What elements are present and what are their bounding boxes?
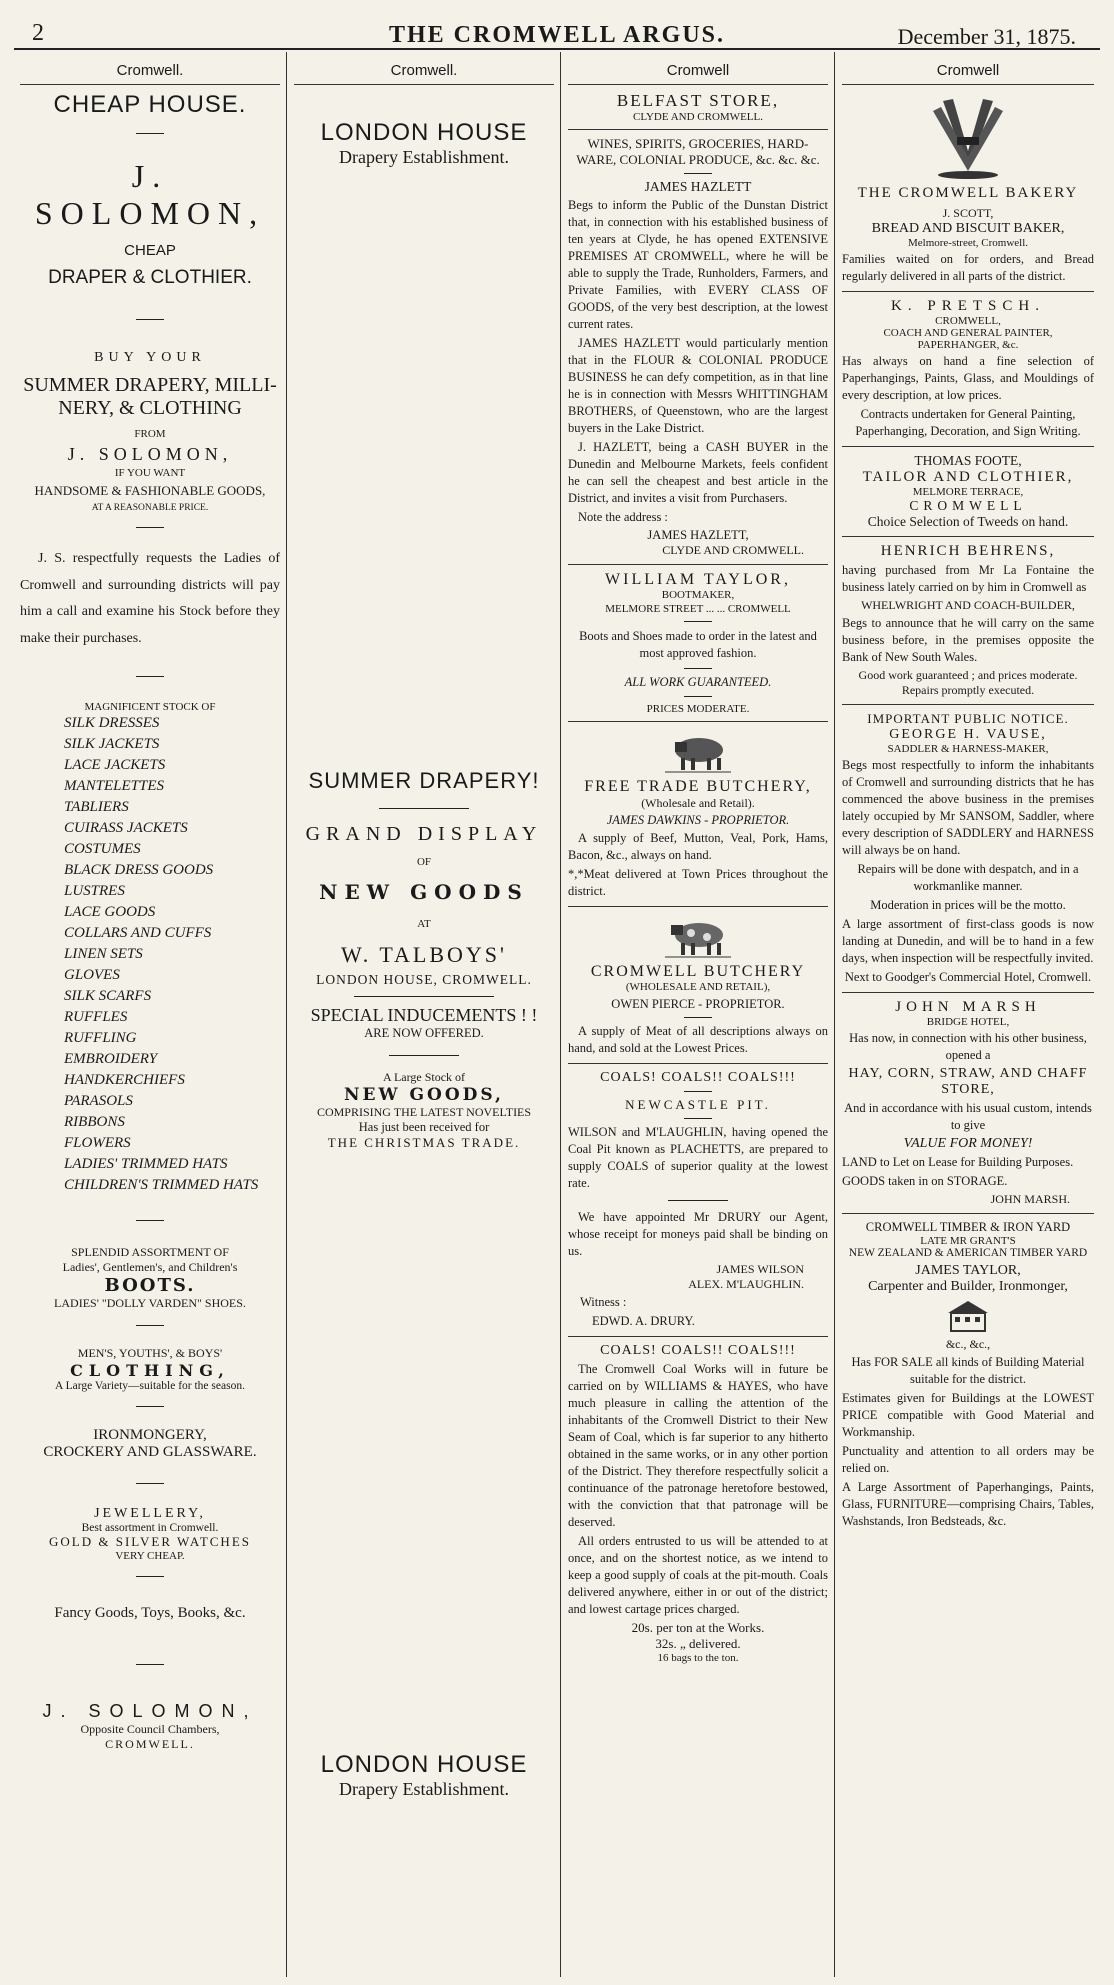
mens-youths-boys: MEN'S, YOUTHS', & BOYS' [77, 1346, 223, 1361]
stock-item: COSTUMES [64, 841, 141, 858]
witness: Witness : [580, 1295, 627, 1309]
london-house-cromwell: LONDON HOUSE, CROMWELL. [316, 972, 532, 987]
paperhangings: A Large Assortment of Paperhangings, Paints, Glass, FURNITURE—comprising Chairs, Tables, Washstands, Iron Bedsteads, &c. [842, 1480, 1094, 1528]
if-you-want: IF YOU WANT [114, 467, 186, 479]
stock-item: SILK DRESSES [64, 715, 160, 732]
bridge-hotel: BRIDGE HOTEL, [926, 1016, 1010, 1028]
edwd-drury: EDWD. A. DRURY. [592, 1314, 695, 1328]
column-divider [560, 52, 561, 1977]
paperhanger: PAPERHANGER, &c. [917, 339, 1019, 351]
beef-supply: A supply of Beef, Mutton, Veal, Pork, Hams, Bacon, &c., always on hand. [568, 831, 828, 862]
divider [379, 808, 469, 809]
london-house-heading: LONDON HOUSE [320, 119, 528, 146]
very-cheap: VERY CHEAP. [115, 1550, 185, 1563]
accordance: And in accordance with his usual custom, intends to give [844, 1101, 1092, 1132]
divider [136, 1664, 164, 1665]
draper-clothier: DRAPER & CLOTHIER. [48, 267, 252, 288]
wilson-paragraph: WILSON and M'LAUGHLIN, having opened the Coal Pit known as PLACHETTS, are prepared to supply COALS of superior quality at the lowest rate. [568, 1125, 828, 1190]
stock-item: EMBROIDERY [64, 1051, 158, 1068]
wheatsheaf-icon [923, 91, 1013, 181]
coals-heading-2: COALS! COALS!! COALS!!! [600, 1343, 796, 1358]
estimates: Estimates given for Buildings at the LOWEST PRICE compatible with Good Material and Workmanship. [842, 1391, 1094, 1439]
stock-item: LACE JACKETS [64, 757, 166, 774]
belfast-store: BELFAST STORE, [616, 91, 780, 110]
opposite-council: Opposite Council Chambers, [80, 1722, 220, 1737]
column-1 [14, 56, 286, 1976]
at-label: AT [417, 918, 431, 930]
cheap-label: CHEAP [124, 242, 176, 259]
stock-item: SILK SCARFS [64, 988, 152, 1005]
bags-per-ton: 16 bags to the ton. [657, 1652, 739, 1664]
saddler: SADDLER & HARNESS-MAKER, [887, 743, 1049, 755]
large-assortment: A large assortment of first-class goods is now landing at Dunedin, and will be to hand in a few days, when inspection will be respectfully invited. [842, 917, 1094, 965]
newcastle-pit: NEWCASTLE PIT. [625, 1097, 771, 1112]
rule [568, 721, 828, 722]
contracts: Contracts undertaken for General Painting, Paperhanging, Decoration, and Sign Writing. [855, 407, 1081, 438]
blank-space [294, 1151, 554, 1751]
rule [842, 992, 1094, 993]
for-sale: Has FOR SALE all kinds of Building Material suitable for the district. [851, 1355, 1085, 1386]
james-hazlett: JAMES HAZLETT [644, 179, 752, 194]
divider [136, 1325, 164, 1326]
divider [136, 1576, 164, 1577]
rule [568, 1063, 828, 1064]
column-divider [834, 52, 835, 1977]
clyde-cromwell: CLYDE AND CROMWELL. [633, 111, 763, 123]
orders-paragraph: All orders entrusted to us will be attended to at once, and on the shortest notice, as we intend to keep a good supply of coals at the pit-mouth. Coals delivered anywhere, either in or out of the district; and lowest cartage prices charged. [568, 1534, 828, 1616]
always-on-hand: Has always on hand a fine selection of Paperhangings, Paints, Glass, and Mouldings of every description, at low prices. [842, 354, 1094, 402]
column-2 [288, 56, 560, 1976]
divider [354, 996, 494, 997]
divider [684, 1017, 712, 1018]
meat-delivered: *,*Meat delivered at Town Prices throughout the district. [568, 867, 828, 898]
stock-item: LACE GOODS [64, 904, 156, 921]
solomon-name: J. SOLOMON, [34, 158, 266, 231]
divider [668, 1200, 728, 1201]
jewellery: JEWELLERY, [94, 1506, 206, 1522]
stock-item: LUSTRES [64, 883, 125, 900]
k-pretsch: K. PRETSCH. [891, 298, 1045, 314]
free-trade-butchery: FREE TRADE BUTCHERY, [584, 778, 812, 795]
stock-item: SILK JACKETS [64, 736, 160, 753]
stock-item: CUIRASS JACKETS [64, 820, 188, 837]
stock-item: BLACK DRESS GOODS [64, 862, 214, 879]
land-to-let: LAND to Let on Lease for Building Purposes. [842, 1155, 1074, 1169]
stock-item: RUFFLING [64, 1030, 137, 1047]
request-paragraph: J. S. respectfully requests the Ladies of Cromwell and surrounding districts will pay him a call and examine his Stock before they make their purchases. [20, 551, 280, 646]
hazlett-paragraph-1: Begs to inform the Public of the Dunstan District that, in connection with his established business of ten years at Clyde, he has opened EXTENSIVE PREMISES AT CROMWELL, where he will be able to supply the Trade, Runholders, Farmers, and Private Families, with EVERY CLASS OF GOODS, of the very best description, at the lowest current rates. [568, 198, 828, 331]
coals-heading: COALS! COALS!! COALS!!! [600, 1070, 796, 1085]
stock-item: FLOWERS [64, 1135, 131, 1152]
cheap-house-heading: CHEAP HOUSE. [53, 91, 247, 118]
summer-drapery-heading: SUMMER DRAPERY! [308, 768, 540, 793]
j-scott: J. SCOTT, [942, 206, 994, 220]
ladies-gentlemen: Ladies', Gentlemen's, and Children's [62, 1260, 238, 1275]
now-offered: ARE NOW OFFERED. [364, 1026, 484, 1040]
ironmongery: IRONMONGERY, [93, 1427, 207, 1444]
rule [842, 1213, 1094, 1214]
rule [842, 704, 1094, 705]
hazlett-paragraph-3: J. HAZLETT, being a CASH BUYER in the Dunedin and Melbourne Markets, feels confident he can sell the cheapest and best article in the District, and invites a visit from Purchasers. [568, 440, 828, 505]
column-header: Cromwell. [294, 56, 554, 85]
value-for-money: VALUE FOR MONEY! [903, 1136, 1033, 1151]
punctuality: Punctuality and attention to all orders may be relied on. [842, 1444, 1094, 1475]
divider [389, 1055, 459, 1056]
stock-item: GLOVES [64, 967, 120, 984]
stock-list [20, 713, 280, 1196]
divider [136, 133, 164, 134]
foote-cromwell: CROMWELL [909, 498, 1027, 513]
nz-american: NEW ZEALAND & AMERICAN TIMBER YARD [848, 1247, 1088, 1259]
wines-spirits: WINES, SPIRITS, GROCERIES, HARD-WARE, COLONIAL PRODUCE, &c. &c. &c. [576, 136, 820, 167]
newspaper-title: THE CROMWELL ARGUS. [388, 22, 726, 48]
bootmaker: BOOTMAKER, [661, 589, 735, 601]
of-label: OF [416, 856, 432, 868]
families-waited: Families waited on for orders, and Bread regularly delivered in all parts of the district. [842, 252, 1094, 283]
divider [136, 676, 164, 677]
james-taylor: JAMES TAYLOR, [915, 1263, 1021, 1278]
stock-item: MANTELETTES [64, 778, 165, 795]
solomon-name-2: J. SOLOMON, [67, 444, 233, 464]
alex-mlaughlin-sig: ALEX. M'LAUGHLIN. [688, 1277, 804, 1291]
solomon-name-3: J. SOLOMON, [42, 1701, 258, 1722]
magnificent-stock: MAGNIFICENT STOCK OF [84, 701, 216, 714]
divider [136, 319, 164, 320]
blank-space [294, 168, 554, 768]
stock-item: LADIES' TRIMMED HATS [64, 1156, 228, 1173]
best-assortment: Best assortment in Cromwell. [81, 1522, 219, 1535]
column-4 [836, 56, 1100, 1976]
rule [842, 291, 1094, 292]
summer-drapery-line2: NERY, & CLOTHING [58, 397, 242, 419]
drapery-establishment: Drapery Establishment. [339, 147, 509, 167]
handsome-goods: HANDSOME & FASHIONABLE GOODS, [34, 483, 266, 498]
column-header: Cromwell [568, 56, 828, 85]
divider [136, 1483, 164, 1484]
rule [568, 129, 828, 130]
divider [684, 696, 712, 697]
owen-pierce: OWEN PIERCE - PROPRIETOR. [611, 997, 785, 1011]
divider [136, 1220, 164, 1221]
new-goods-2: NEW GOODS, [344, 1085, 504, 1105]
note-address: Note the address : [578, 510, 668, 524]
cromwell-butchery: CROMWELL BUTCHERY [590, 963, 806, 980]
carpenter-builder: Carpenter and Builder, Ironmonger, [868, 1279, 1068, 1294]
dolly-varden: LADIES' "DOLLY VARDEN" SHOES. [54, 1296, 246, 1311]
wheelwright: WHELWRIGHT AND COACH-BUILDER, [861, 598, 1075, 612]
prices-moderate: PRICES MODERATE. [646, 703, 750, 715]
melmore-street: MELMORE STREET ... ... CROMWELL [605, 603, 791, 615]
james-dawkins: JAMES DAWKINS - PROPRIETOR. [606, 813, 790, 827]
splendid-assortment: SPLENDID ASSORTMENT OF [71, 1245, 229, 1260]
drapery-establishment-2: Drapery Establishment. [339, 1779, 509, 1799]
repairs-despatch: Repairs will be done with despatch, and in a workmanlike manner. [857, 862, 1079, 893]
drury-paragraph: We have appointed Mr DRURY our Agent, whose receipt for moneys paid shall be binding on us. [568, 1210, 828, 1258]
hazlett-paragraph-2: JAMES HAZLETT would particularly mention that in the FLOUR & COLONIAL PRODUCE BUSINESS he can defy competition, as in that line he is in connection with Messrs WHITTINGHAM BROTHERS, of Queenstown, who are the largest buyers in the Lake District. [568, 336, 828, 435]
choice-tweeds: Choice Selection of Tweeds on hand. [867, 514, 1069, 529]
gold-silver-watches: GOLD & SILVER WATCHES [49, 1534, 251, 1550]
christmas-trade: THE CHRISTMAS TRADE. [327, 1135, 521, 1150]
henrich-behrens: HENRICH BEHRENS, [880, 543, 1056, 559]
reasonable-price: AT A REASONABLE PRICE. [91, 503, 209, 513]
melmore-terrace: MELMORE TERRACE, [912, 486, 1024, 498]
john-marsh: JOHN MARSH [895, 999, 1041, 1015]
stock-item: COLLARS AND CUFFS [64, 925, 212, 942]
stock-item: LINEN SETS [64, 946, 143, 963]
comprising-novelties: COMPRISING THE LATEST NOVELTIES [316, 1105, 532, 1119]
george-vause: GEORGE H. VAUSE, [889, 727, 1047, 742]
summer-drapery-line1: SUMMER DRAPERY, MILLI- [23, 374, 277, 396]
boots-heading: BOOTS. [104, 1275, 196, 1297]
stock-item: CHILDREN'S TRIMMED HATS [64, 1177, 259, 1194]
divider [684, 668, 712, 669]
cromwell-bakery: THE CROMWELL BAKERY [857, 185, 1079, 201]
page-number: 2 [32, 20, 44, 46]
talboys: W. TALBOYS' [341, 942, 507, 967]
all-work-guaranteed: ALL WORK GUARANTEED. [624, 675, 772, 689]
large-variety: A Large Variety—suitable for the season. [55, 1380, 245, 1393]
column-header: Cromwell [842, 56, 1094, 85]
rule [842, 536, 1094, 537]
stock-item: HANDKERCHIEFS [64, 1072, 185, 1089]
clyde-cromwell-sig: CLYDE AND CROMWELL. [662, 543, 804, 557]
masthead [14, 14, 1100, 50]
vause-paragraph: Begs most respectfully to inform the inhabitants of Cromwell and surrounding districts that he has commenced the above business in the premises lately occupied by Mr SANSOM, Saddler, where every description of SADDLERY and HARNESS will always be on hand. [842, 758, 1094, 857]
thomas-foote: THOMAS FOOTE, [914, 453, 1022, 468]
cromwell-address: CROMWELL. [105, 1737, 195, 1752]
behrens-paragraph: having purchased from Mr La Fontaine the business lately carried on by him in Cromwell as [842, 563, 1094, 594]
stock-item: RUFFLES [64, 1009, 128, 1026]
tailor-clothier: TAILOR AND CLOTHIER, [862, 469, 1074, 485]
crockery-glassware: CROCKERY AND GLASSWARE. [43, 1444, 257, 1461]
column-divider [286, 52, 287, 1977]
cow-icon [663, 913, 733, 959]
rule [568, 906, 828, 907]
important-notice: IMPORTANT PUBLIC NOTICE. [867, 711, 1069, 726]
hazlett-signature: JAMES HAZLETT, [647, 528, 749, 542]
column-3 [562, 56, 834, 1976]
from-label: FROM [134, 428, 166, 440]
divider [684, 1118, 712, 1119]
stock-item: PARASOLS [64, 1093, 133, 1110]
meat-all: A supply of Meat of all descriptions always on hand, and sold at the Lowest Prices. [568, 1024, 828, 1055]
price-32s: 32s. „ delivered. [655, 1636, 741, 1651]
divider [136, 527, 164, 528]
timber-yard: CROMWELL TIMBER & IRON YARD [865, 1220, 1071, 1234]
clothing-heading: CLOTHING, [70, 1361, 230, 1381]
buy-your: BUY YOUR [94, 350, 206, 365]
stock-item: TABLIERS [64, 799, 129, 816]
john-marsh-sig: JOHN MARSH. [990, 1192, 1070, 1206]
just-received: Has just been received for [358, 1120, 490, 1134]
divider [136, 1406, 164, 1407]
repairs: Repairs promptly executed. [901, 683, 1035, 697]
moderation: Moderation in prices will be the motto. [870, 898, 1066, 912]
bread-biscuit-baker: BREAD AND BISCUIT BAKER, [871, 221, 1065, 236]
good-work: Good work guaranteed ; and prices moderate. [858, 668, 1078, 682]
wholesale-retail-2: (WHOLESALE AND RETAIL), [625, 981, 771, 993]
coach-painter: COACH AND GENERAL PAINTER, [883, 327, 1053, 339]
divider [684, 1091, 712, 1092]
column-header: Cromwell. [20, 56, 280, 85]
hay-corn: HAY, CORN, STRAW, AND CHAFF STORE, [848, 1066, 1088, 1097]
marsh-paragraph: Has now, in connection with his other business, opened a [849, 1031, 1087, 1062]
price-20s: 20s. per ton at the Works. [631, 1620, 765, 1635]
london-house-heading-2: LONDON HOUSE [320, 1751, 528, 1778]
divider [684, 621, 712, 622]
etc-label: &c., &c., [945, 1337, 991, 1351]
james-wilson-sig: JAMES WILSON [716, 1262, 804, 1276]
wholesale-retail: (Wholesale and Retail). [641, 796, 755, 810]
william-taylor: WILLIAM TAYLOR, [605, 571, 791, 588]
house-icon [945, 1299, 991, 1333]
large-stock: A Large Stock of [382, 1070, 466, 1084]
coal-works-paragraph: The Cromwell Coal Works will in future be carried on by WILLIAMS & HAYES, who have much pleasure in calling the attention of the inhabitants of the Cromwell District to their New Seam of Coal, which is far superior to any hitherto obtained in the same works, or in any other portion of the District. They therefore respectfully solicit a continuance of the patronage heretofore bestowed, with the conviction that that patronage will be deserved. [568, 1362, 828, 1529]
divider [684, 173, 712, 174]
ox-icon [663, 728, 733, 774]
new-goods-heading: NEW GOODS [319, 880, 529, 904]
rule [568, 1336, 828, 1337]
boots-shoes: Boots and Shoes made to order in the latest and most approved fashion. [579, 629, 817, 660]
special-inducements: SPECIAL INDUCEMENTS ! ! [310, 1005, 538, 1025]
masthead-rule [14, 48, 1100, 50]
goods-storage: GOODS taken in on STORAGE. [842, 1174, 1008, 1188]
stock-item: RIBBONS [64, 1114, 125, 1131]
announce-paragraph: Begs to announce that he will carry on the same business before, in the premises opposite the Bank of New South Wales. [842, 616, 1094, 664]
rule [568, 564, 828, 565]
pretsch-cromwell: CROMWELL, [935, 315, 1001, 327]
issue-date: December 31, 1875. [897, 24, 1076, 49]
next-to-goodgers: Next to Goodger's Commercial Hotel, Cromwell. [844, 970, 1092, 984]
late-mr-grant: LATE MR GRANT'S [920, 1235, 1016, 1247]
melmore-street-bakery: Melmore-street, Cromwell. [907, 237, 1029, 249]
fancy-goods: Fancy Goods, Toys, Books, &c. [54, 1605, 246, 1622]
rule [842, 446, 1094, 447]
grand-display: GRAND DISPLAY [305, 823, 543, 845]
